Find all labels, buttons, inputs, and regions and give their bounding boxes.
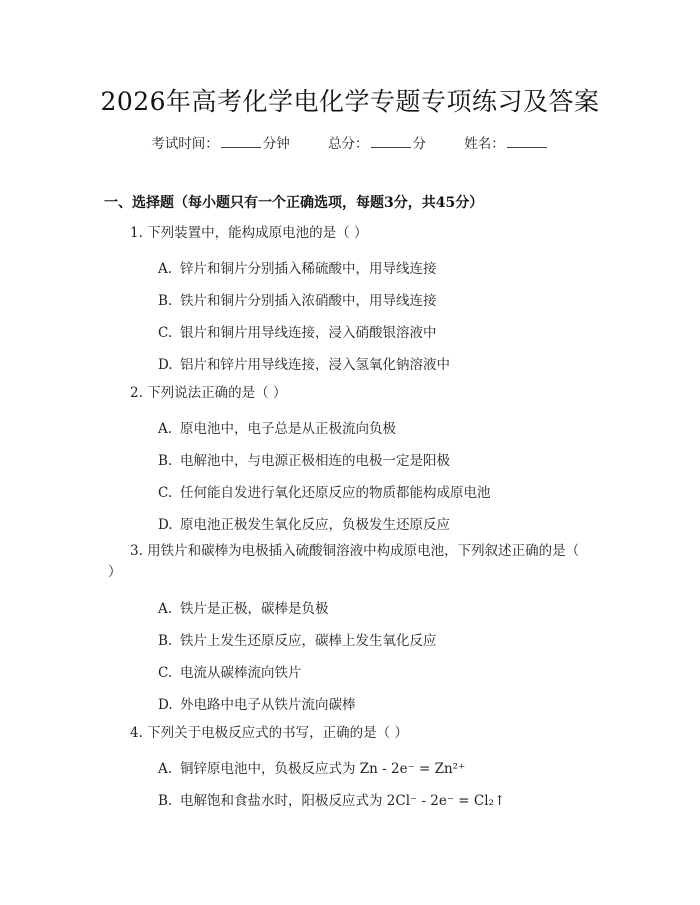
- question-option: [158, 661, 302, 681]
- total-score-blank: [371, 135, 411, 148]
- exam-time-field: [151, 132, 290, 152]
- total-score-field: [328, 132, 426, 152]
- option-text: 电流从碳棒流向铁片: [180, 665, 302, 681]
- exam-time-unit: 分钟: [262, 136, 290, 152]
- option-text: 铁片是正极，碳棒是负极: [180, 601, 329, 617]
- total-score-unit: 分: [412, 136, 426, 152]
- question-option: [158, 757, 465, 777]
- option-letter: D.: [158, 357, 173, 373]
- question-option: [158, 693, 356, 713]
- question-stem: 1. 下列装置中，能构成原电池的是（ ）: [130, 225, 368, 241]
- option-text: 外电路中电子从铁片流向碳棒: [180, 697, 356, 713]
- name-field: [464, 132, 549, 152]
- question-stem: 3. 用铁片和碳棒为电极插入硫酸铜溶液中构成原电池，下列叙述正确的是（ ）: [108, 543, 580, 580]
- option-text: 电解池中，与电源正极相连的电极一定是阳极: [180, 453, 450, 469]
- question-option: [158, 289, 437, 309]
- question-option: [158, 417, 396, 437]
- option-letter: B.: [158, 793, 173, 809]
- option-letter: A.: [158, 261, 173, 277]
- option-letter: B.: [158, 453, 173, 469]
- question-option: [158, 449, 450, 469]
- option-text: 原电池正极发生氧化反应，负极发生还原反应: [180, 517, 450, 533]
- option-letter: B.: [158, 633, 173, 649]
- question-stem: 2. 下列说法正确的是（ ）: [130, 385, 287, 401]
- option-text: 铝片和锌片用导线连接，浸入氢氧化钠溶液中: [180, 357, 450, 373]
- option-letter: C.: [158, 325, 173, 341]
- option-letter: B.: [158, 293, 173, 309]
- exam-info-line: [0, 132, 700, 152]
- section-heading: 一、选择题（每小题只有一个正确选项，每题3分，共45分）: [104, 195, 484, 211]
- exam-time-label: 考试时间：: [151, 136, 219, 152]
- exam-time-blank: [221, 135, 261, 148]
- option-text: 任何能自发进行氧化还原反应的物质都能构成原电池: [180, 485, 491, 501]
- option-text: 铁片上发生还原反应，碳棒上发生氧化反应: [180, 633, 437, 649]
- option-text: 铜锌原电池中，负极反应式为 Zn - 2e⁻ = Zn²⁺: [180, 761, 466, 777]
- question-option: [158, 789, 505, 809]
- option-text: 锌片和铜片分别插入稀硫酸中，用导线连接: [180, 261, 437, 277]
- question-option: [158, 353, 450, 373]
- option-text: 银片和铜片用导线连接，浸入硝酸银溶液中: [180, 325, 437, 341]
- total-score-label: 总分：: [328, 136, 369, 152]
- name-label: 姓名：: [464, 136, 505, 152]
- name-blank: [507, 135, 547, 148]
- option-text: 原电池中，电子总是从正极流向负极: [180, 421, 396, 437]
- question-option: [158, 597, 329, 617]
- option-text: 电解饱和食盐水时，阳极反应式为 2Cl⁻ - 2e⁻ = Cl₂↑: [180, 793, 506, 809]
- option-letter: C.: [158, 665, 173, 681]
- option-letter: D.: [158, 697, 173, 713]
- question-option: [158, 629, 437, 649]
- question-option: [158, 257, 437, 277]
- option-letter: D.: [158, 517, 173, 533]
- option-letter: A.: [158, 421, 173, 437]
- question-stem: 4. 下列关于电极反应式的书写，正确的是（ ）: [130, 725, 408, 741]
- option-text: 铁片和铜片分别插入浓硝酸中，用导线连接: [180, 293, 437, 309]
- question-option: [158, 321, 437, 341]
- question-option: [158, 481, 491, 501]
- page-title: 2026年高考化学电化学专题专项练习及答案: [100, 87, 600, 116]
- option-letter: A.: [158, 761, 173, 777]
- option-letter: C.: [158, 485, 173, 501]
- question-option: [158, 513, 450, 533]
- option-letter: A.: [158, 601, 173, 617]
